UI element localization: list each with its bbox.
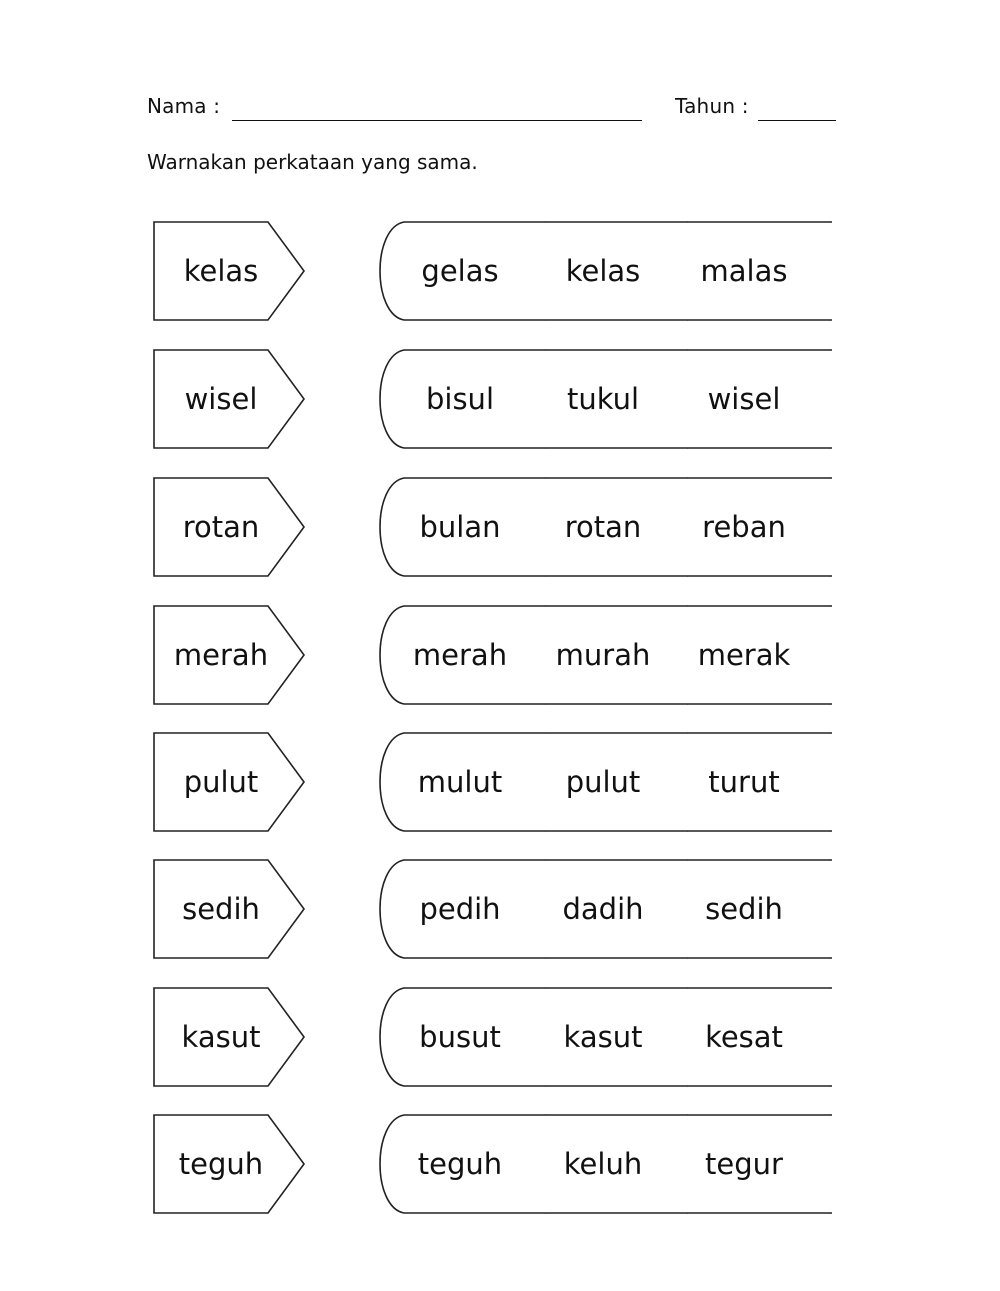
- instruction-text: Warnakan perkataan yang sama.: [147, 150, 478, 174]
- option-word[interactable]: dadih: [562, 892, 644, 926]
- target-word: sedih: [182, 892, 260, 926]
- option-word[interactable]: pulut: [565, 765, 641, 799]
- option-word[interactable]: sedih: [705, 892, 783, 926]
- option-word[interactable]: bulan: [419, 510, 501, 544]
- word-row: [154, 988, 832, 1086]
- target-word: teguh: [178, 1147, 264, 1181]
- target-word: pulut: [183, 765, 259, 799]
- option-word[interactable]: tukul: [566, 382, 640, 416]
- option-word[interactable]: murah: [555, 638, 651, 672]
- option-word[interactable]: mulut: [417, 765, 503, 799]
- option-word[interactable]: merak: [697, 638, 791, 672]
- option-word[interactable]: kelas: [565, 254, 641, 288]
- word-row: [154, 606, 832, 704]
- option-word[interactable]: malas: [700, 254, 788, 288]
- target-word: rotan: [182, 510, 260, 544]
- option-word[interactable]: gelas: [421, 254, 499, 288]
- option-word[interactable]: merah: [412, 638, 508, 672]
- name-label: Nama :: [147, 94, 221, 118]
- option-word[interactable]: rotan: [564, 510, 642, 544]
- target-word: merah: [173, 638, 269, 672]
- target-word: wisel: [184, 382, 258, 416]
- word-row: [154, 222, 832, 320]
- word-row: [154, 1115, 832, 1213]
- option-word[interactable]: bisul: [425, 382, 495, 416]
- option-word[interactable]: kasut: [563, 1020, 643, 1054]
- word-row: [154, 733, 832, 831]
- word-row: [154, 478, 832, 576]
- option-word[interactable]: wisel: [707, 382, 781, 416]
- target-word: kelas: [183, 254, 259, 288]
- option-word[interactable]: kesat: [705, 1020, 783, 1054]
- word-row: [154, 860, 832, 958]
- option-word[interactable]: busut: [419, 1020, 501, 1054]
- target-word: kasut: [181, 1020, 261, 1054]
- option-word[interactable]: pedih: [419, 892, 501, 926]
- option-word[interactable]: reban: [702, 510, 786, 544]
- option-word[interactable]: turut: [708, 765, 780, 799]
- option-word[interactable]: tegur: [705, 1147, 783, 1181]
- option-word[interactable]: teguh: [417, 1147, 503, 1181]
- option-word[interactable]: keluh: [563, 1147, 643, 1181]
- word-row: [154, 350, 832, 448]
- year-label: Tahun :: [675, 94, 749, 118]
